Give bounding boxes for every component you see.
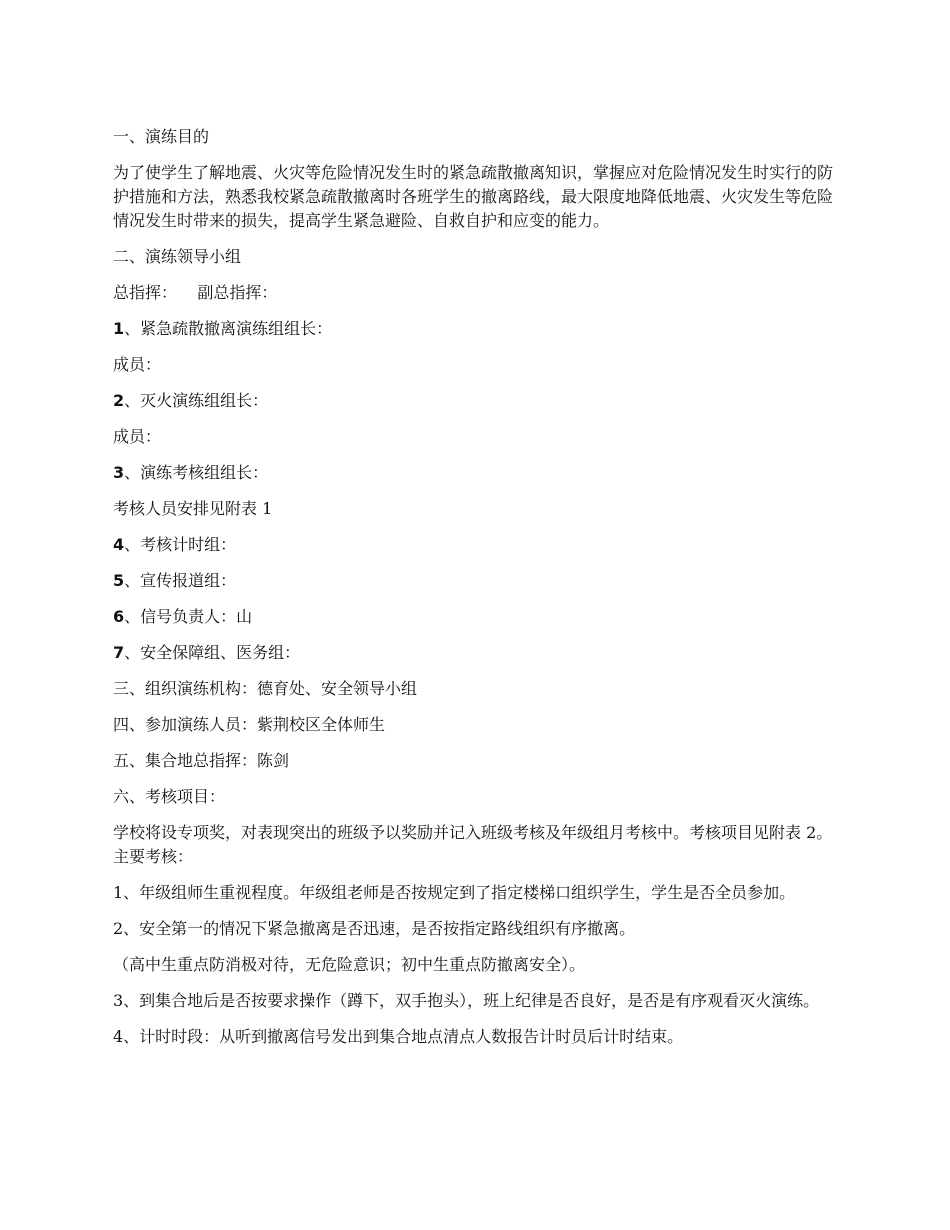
paragraph-purpose-body: 为了使学生了解地震、火灾等危险情况发生时的紧急疏散撤离知识，掌握应对危险情况发生时实行的防护措施和方法，熟悉我校紧急疏散撤离时各班学生的撤离路线，最大限度地降低地震、火灾发生等危险情况发生时带来的损失，提高学生紧急避险、自救自护和应变的能力。 — [113, 163, 834, 230]
members-line: 成员： — [113, 355, 162, 374]
item-safety-medical-group: 7、安全保障组、医务组： — [113, 643, 301, 662]
heading-participants: 四、参加演练人员：紫荆校区全体师生 — [113, 715, 386, 734]
assessment-item-1: 1、年级组师生重视程度。年级组老师是否按规定到了指定楼梯口组织学生，学生是否全员参加。 — [113, 883, 796, 902]
item-publicity-group: 5、宣传报道组： — [113, 571, 237, 590]
item-number: 3 — [113, 463, 125, 482]
item-signal-lead: 6、信号负责人：山 — [113, 607, 253, 626]
paragraph-assessment-intro: 学校将设专项奖，对表现突出的班级予以奖励并记入班级考核及年级组月考核中。考核项目见附表 2。主要考核： — [113, 823, 833, 866]
item-number: 1 — [113, 319, 125, 338]
heading-leadership-group: 二、演练领导小组 — [113, 247, 242, 266]
item-timing-group: 4、考核计时组： — [113, 535, 237, 554]
item-evacuation-group: 1、紧急疏散撤离演练组组长： — [113, 319, 333, 338]
members-line: 成员： — [113, 427, 162, 446]
item-number: 7 — [113, 643, 125, 662]
item-number: 2 — [113, 391, 125, 410]
item-assessment-group: 3、演练考核组组长： — [113, 463, 269, 482]
assessment-item-2: 2、安全第一的情况下紧急撤离是否迅速，是否按指定路线组织有序撤离。 — [113, 919, 636, 938]
item-firefighting-group: 2、灭火演练组组长： — [113, 391, 269, 410]
heading-assembly-commander: 五、集合地总指挥：陈剑 — [113, 751, 290, 770]
assessment-staff-line: 考核人员安排见附表 1 — [113, 499, 273, 518]
commander-line: 总指挥： 副总指挥： — [113, 283, 278, 302]
heading-purpose: 一、演练目的 — [113, 127, 210, 146]
item-number: 4 — [113, 535, 125, 554]
assessment-item-3: 3、到集合地后是否按要求操作（蹲下，双手抱头），班上纪律是否良好，是否是有序观看灭火演练。 — [113, 991, 820, 1010]
heading-assessment-items: 六、考核项目： — [113, 787, 226, 806]
item-number: 6 — [113, 607, 125, 626]
assessment-item-4: 4、计时时段：从听到撤离信号发出到集合地点清点人数报告计时员后计时结束。 — [113, 1027, 684, 1046]
item-number: 5 — [113, 571, 125, 590]
document-page — [113, 125, 841, 1061]
heading-organizers: 三、组织演练机构：德育处、安全领导小组 — [113, 679, 418, 698]
assessment-note: （高中生重点防消极对待，无危险意识；初中生重点防撤离安全）。 — [113, 955, 586, 974]
